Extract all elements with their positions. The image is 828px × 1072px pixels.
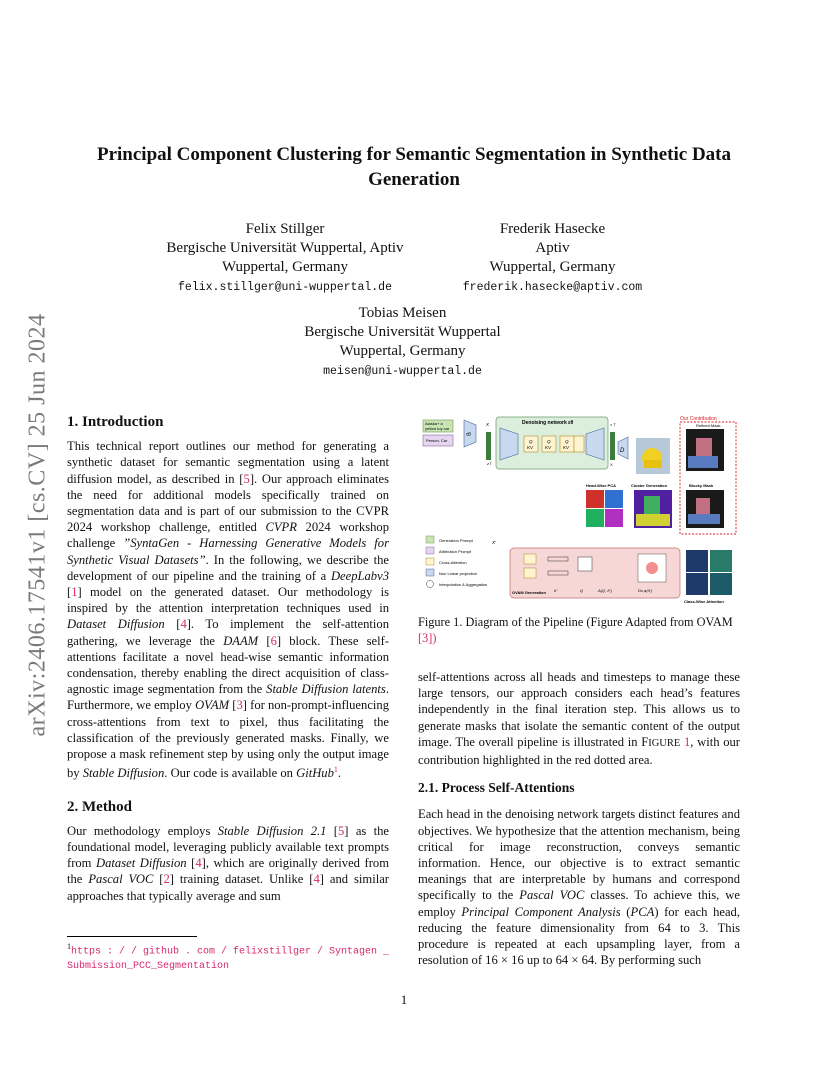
svg-text:Refined Mask: Refined Mask [696,423,721,428]
intro-paragraph: This technical report outlines our method for generating a synthetic dataset for semantic segmentation using a latent diffusion model, as described in [5]. Our approach eliminates the need for additional models specifically trained on segmentation data and is part of our submission to the CVPR 2024 workshop challenge, entitled CVPR 2024 workshop challenge ”SyntaGen - Harnessing Generative Models for Synthetic Visual Datasets”. In the following, we describe the development of our pipeline and the training of a DeepLabv3 [1] model on the generated dataset. Our methodology is inspired by the attention interpretation techniques used in Dataset Diffusion [4]. To implement the self-attention gathering, we leverage the DAAM [6] block. These self-attentions facilitate a novel head-wise semantic information condensation, thereby enabling the direct acquisition of class-agnostic image segmentation from the Stable Diffusion latents. Furthermore, we employ OVAM [3] for non-prompt-influencing cross-attentions from text to pixel, thus facilitating the classification of the previously generated masks. Finally, we propose a mask refinement step by using only the output image by Stable Diffusion. Our code is available on GitHub$^1$. [67,439,390,781]
method-paragraph: Our methodology employs Stable Diffusion 2.1 [5] as the foundational model, leveraging publicly available text prompts from Dataset Diffusion [4], which are originally derived from the Pascal VOC [2] training dataset. Unlike [4] and similar approaches that typically average and sum [67,823,390,903]
footnote-link-cont[interactable]: Submission_PCC_Segmentation [67,960,230,972]
pca-tile [586,490,604,508]
svg-text:OVAM Generation: OVAM Generation [512,590,546,595]
svg-text:Blocky Mask: Blocky Mask [689,483,714,488]
svg-text:Our Contribution: Our Contribution [680,416,717,422]
author-email[interactable]: felix.stillger@uni-wuppertal.de [178,281,392,294]
svg-text:KV: KV [545,445,552,450]
pca-tile [605,509,623,527]
figure-caption [418,614,742,646]
author-location: Wuppertal, Germany [489,259,616,275]
svg-text:K': K' [554,588,558,593]
section-heading-method: 2. Method [67,798,132,815]
pipeline-diagram [418,414,742,610]
author-name: Tobias Meisen [358,305,447,321]
classwise-attention-map [686,550,708,572]
svg-text:Non Linear projection: Non Linear projection [439,571,478,576]
svg-text:zT: zT [487,461,492,466]
arxiv-identifier [18,290,58,760]
attention-block [574,436,584,452]
author-block-1 [140,220,430,299]
svg-text:Head-Wise PCA: Head-Wise PCA [586,483,616,488]
svg-text:D: D [620,448,625,454]
svg-text:X': X' [492,540,496,545]
svg-text:yellow toy car: yellow toy car [425,426,450,431]
footnote-link[interactable]: https : / / github . com / felixstillger / Syntagen _ [71,946,390,958]
decoder-shape [586,428,604,460]
author-affiliation: Bergische Universität Wuppertal [304,324,501,340]
svg-text:KV: KV [527,445,534,450]
author-email[interactable]: frederik.hasecke@aptiv.com [462,281,643,294]
section-heading-process: 2.1. Process Self-Attentions [418,780,575,796]
author-name: Frederik Hasecke [499,221,606,237]
svg-text:Q: Q [580,588,584,593]
latent-input-bar [486,432,491,460]
latent-output-bar [610,432,615,460]
process-paragraph: Each head in the denoising network targets distinct features and objectives. We hypothesize that the attention mechanism, being critical for image reconstruction, conveys semantic information. Hence, our objective is to extract semantic meanings that are interpretable by humans and correspond specifically to the Pascal VOC classes. To achieve this, we employ Principal Component Analysis (PCA) for each head, reducing the feature dimensionality from 64 to 3. This procedure is repeated at each upsampling layer, from a resolution of 16 × 16 up to 64 × 64. By performing such [418,807,741,968]
author-location: Wuppertal, Germany [339,343,466,359]
pca-tile [605,490,623,508]
svg-text:Q: Q [529,439,533,444]
svg-text:τθ: τθ [466,432,471,438]
svg-text:Attribution Prompt: Attribution Prompt [439,549,472,554]
svg-text:Cross-Attention: Cross-Attention [439,560,467,565]
pca-tile [586,509,604,527]
svg-text:Dx,a(X'): Dx,a(X') [638,588,653,593]
author-location: Wuppertal, Germany [221,259,348,275]
caption-line-1: Figure 1. Diagram of the Pipeline (Figure Adapted from OVAM [418,615,733,629]
figure-pipeline [418,414,742,610]
encoder-shape [500,428,518,460]
svg-text:X: X [486,422,490,427]
svg-text:Person, Car: Person, Car [426,438,448,443]
author-name: Felix Stillger [245,221,325,237]
footnote [67,940,397,973]
right-column [418,669,740,968]
svg-text:Alaska+ a: Alaska+ a [425,421,443,426]
svg-text:Interpolation & Aggregation: Interpolation & Aggregation [439,582,488,587]
svg-text:Q: Q [547,439,551,444]
author-block-2 [420,220,685,299]
svg-text:X: X [610,462,613,467]
svg-text:KV: KV [563,445,570,450]
svg-text:Cluster Generation: Cluster Generation [631,483,668,488]
footnote-rule [67,936,197,937]
svg-text:Class-Wise Attention: Class-Wise Attention [684,599,724,604]
svg-text:Generation Prompt: Generation Prompt [439,538,473,543]
author-affiliation: Bergische Universität Wuppertal, Aptiv [166,240,404,256]
author-block-3 [250,304,555,383]
svg-text:Denoising network εθ: Denoising network εθ [522,420,574,426]
section-heading-introduction: 1. Introduction [67,414,164,430]
author-email[interactable]: meisen@uni-wuppertal.de [323,365,482,378]
svg-text:A(Q, K'): A(Q, K') [598,588,613,593]
left-column [67,414,389,904]
classwise-attention-map [710,550,732,572]
svg-text:× T: × T [610,422,616,427]
paper-title: Principal Component Clustering for Semantic Segmentation in Synthetic Data Generation [96,144,732,190]
caption-line-2: [3]) [418,631,437,645]
footnote-mark: 1 [67,942,71,951]
svg-text:Q: Q [565,439,569,444]
right-paragraph-1: self-attentions across all heads and timesteps to manage these large tensors, our approach considers each head’s features independently in the final iteration step. This allows us to generate masks that isolate the semantic content of the output image. The overall pipeline is illustrated in FIGURE 1, with our contribution highlighted in the red dotted area. [418,670,741,768]
attention-matrix [578,557,592,571]
page-number: 1 [400,992,408,1007]
author-affiliation: Aptiv [535,240,570,256]
arxiv-id-text: arXiv:2406.17541v1 [cs.CV] 25 Jun 2024 [24,313,51,737]
